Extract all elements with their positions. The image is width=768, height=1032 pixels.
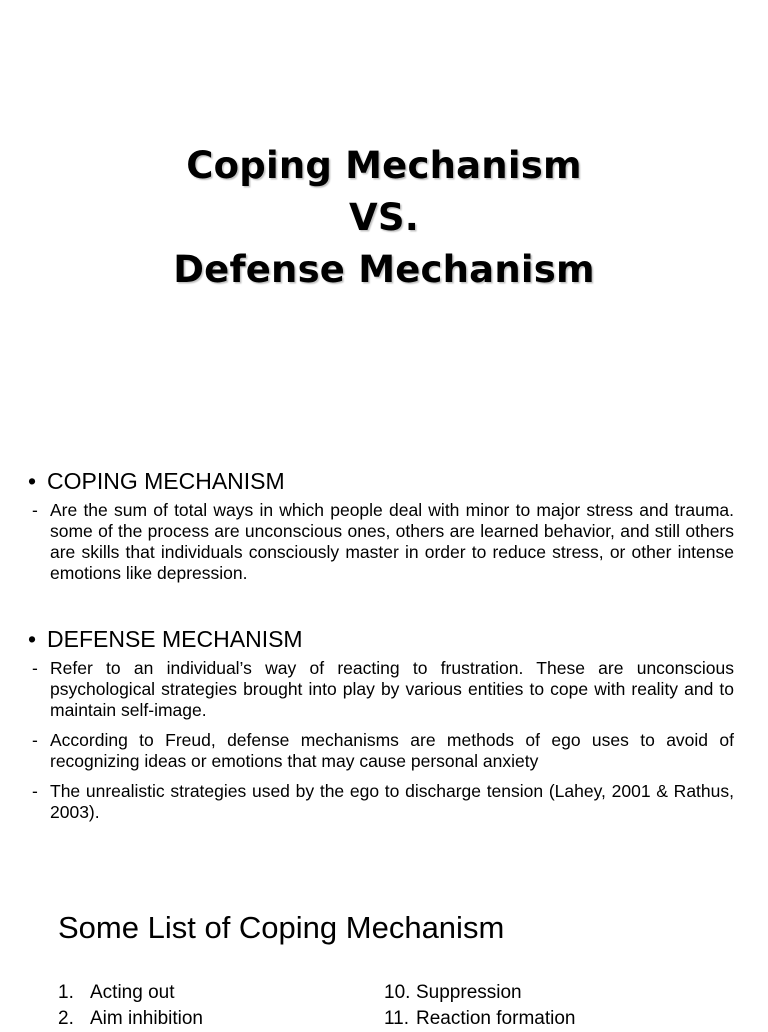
list-title: Some List of Coping Mechanism [58, 910, 505, 945]
list-label: Suppression [416, 982, 522, 1003]
list-item [58, 980, 203, 1006]
list-label: Aim inhibition [90, 1008, 203, 1029]
list-label: Reaction formation [416, 1008, 576, 1029]
list-item [28, 658, 734, 721]
bullet-icon: • [28, 626, 37, 652]
defense-section [28, 622, 734, 832]
defense-heading [28, 622, 734, 656]
list-slide [0, 880, 768, 1029]
list-number: 1. [58, 982, 74, 1003]
title-line-1: Coping Mechanism [186, 144, 582, 187]
list-item [58, 1006, 203, 1032]
list-number: 11. [384, 1008, 410, 1029]
list-item [384, 1006, 575, 1032]
list-column-right [384, 980, 575, 1032]
slide-title [0, 140, 768, 296]
list-item [28, 730, 734, 772]
defense-definition-1: Refer to an individual’s way of reacting to frustration. These are unconscious psychological strategies brought into play by various entities to cope with reality and to maintain self-image. [50, 658, 734, 720]
list-number: 2. [58, 1008, 74, 1029]
dash-marker: - [32, 658, 38, 678]
defense-heading-text: DEFENSE MECHANISM [47, 626, 303, 652]
list-label: Acting out [90, 982, 175, 1003]
list-column-left [58, 980, 203, 1032]
list-item [28, 500, 734, 584]
dash-marker: - [32, 500, 38, 520]
dash-marker: - [32, 730, 38, 750]
bullet-icon: • [28, 468, 37, 494]
defense-definition-3: The unrealistic strategies used by the ego to discharge tension (Lahey, 2001 & Rathus, 2003). [50, 781, 734, 822]
title-line-3: Defense Mechanism [173, 248, 595, 291]
coping-heading-text: COPING MECHANISM [47, 468, 285, 494]
title-slide [0, 0, 768, 440]
defense-definition-2: According to Freud, defense mechanisms are methods of ego uses to avoid of recognizing ideas or emotions that may cause personal anxiety [50, 730, 734, 771]
dash-marker: - [32, 781, 38, 801]
coping-section [28, 464, 734, 593]
list-number: 10. [384, 982, 411, 1003]
list-item [384, 980, 575, 1006]
content-slide [0, 440, 768, 880]
list-item [28, 781, 734, 823]
coping-definition: Are the sum of total ways in which people deal with minor to major stress and trauma. some of the process are unconscious ones, others are learned behavior, and still others are skills that individuals consciously master in order to reduce stress, or other intense emotions like depression. [50, 500, 734, 583]
coping-heading [28, 464, 734, 498]
title-line-2: VS. [349, 196, 419, 239]
